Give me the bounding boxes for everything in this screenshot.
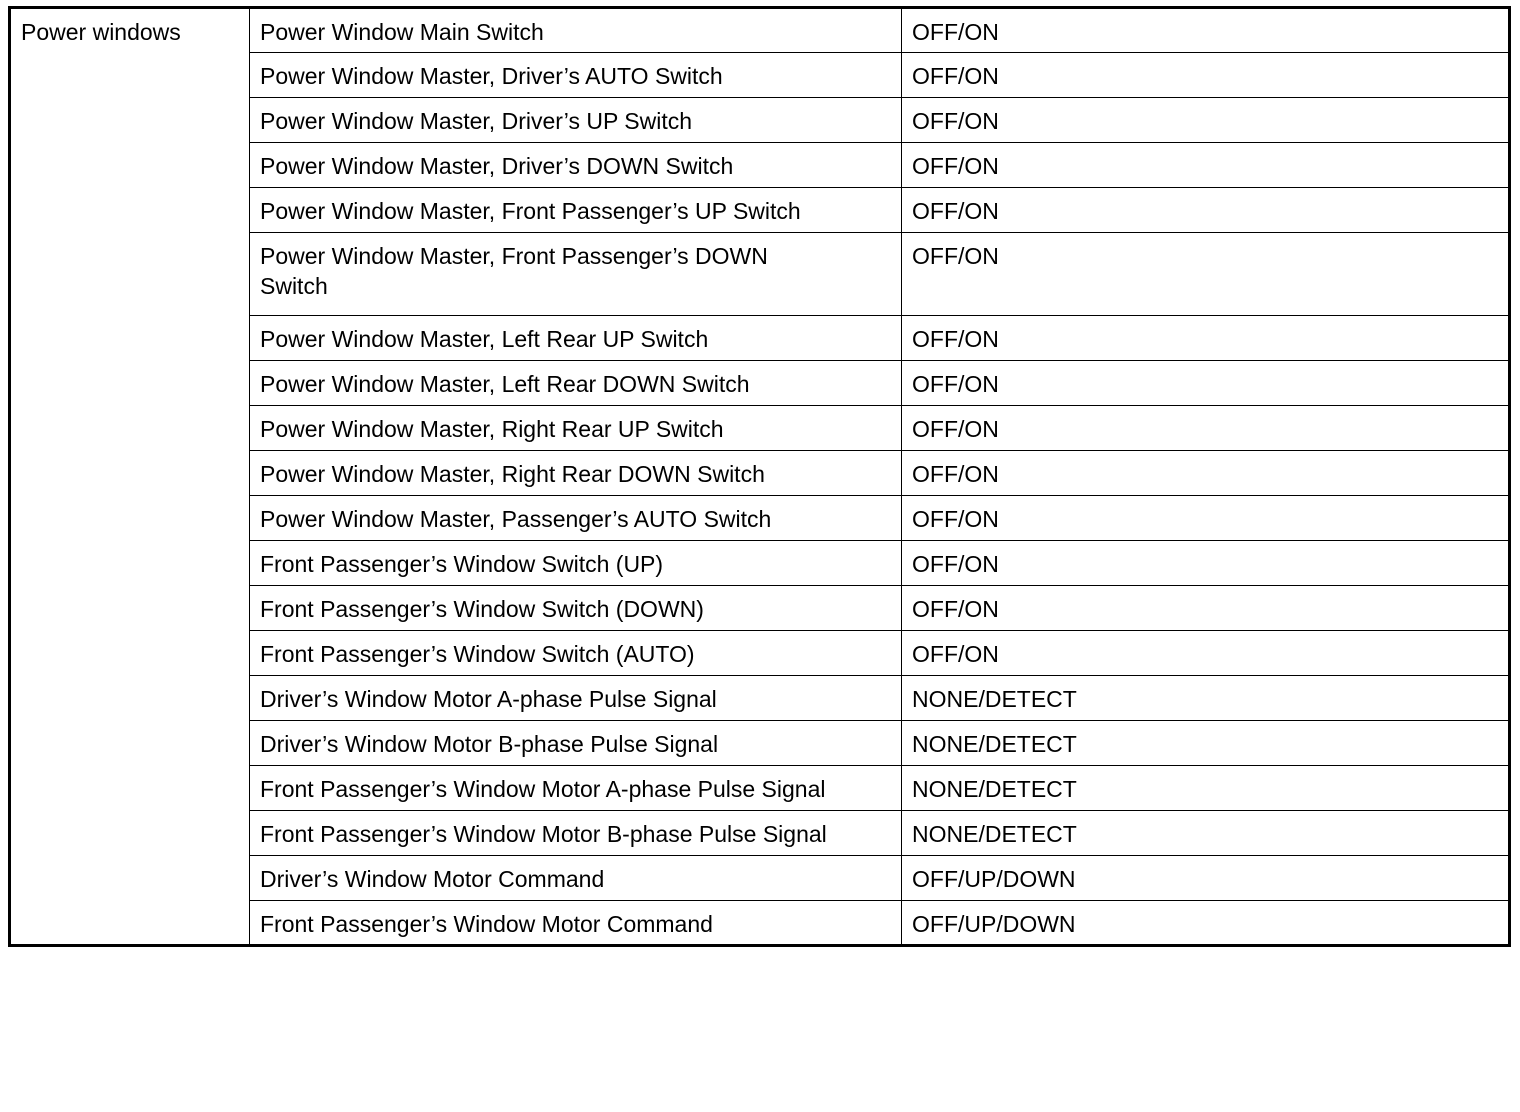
value-label: OFF/ON xyxy=(912,416,999,442)
value-label: OFF/ON xyxy=(912,461,999,487)
item-label: Front Passenger’s Window Motor A-phase Pulse Signal xyxy=(260,776,826,802)
item-cell xyxy=(250,496,902,541)
item-cell xyxy=(250,811,902,856)
item-cell xyxy=(250,766,902,811)
table-body xyxy=(10,8,1510,946)
value-cell xyxy=(902,766,1510,811)
value-cell xyxy=(902,631,1510,676)
value-cell xyxy=(902,496,1510,541)
value-cell xyxy=(902,811,1510,856)
item-label: Power Window Master, Passenger’s AUTO Switch xyxy=(260,506,772,532)
value-cell xyxy=(902,721,1510,766)
group-label-cell xyxy=(10,8,250,946)
value-label: OFF/ON xyxy=(912,326,999,352)
item-label: Front Passenger’s Window Motor B-phase Pulse Signal xyxy=(260,821,827,847)
item-label: Power Window Master, Driver’s AUTO Switch xyxy=(260,63,723,89)
value-label: OFF/ON xyxy=(912,371,999,397)
value-label: OFF/ON xyxy=(912,551,999,577)
item-label: Driver’s Window Motor A-phase Pulse Signal xyxy=(260,686,717,712)
item-label: Front Passenger’s Window Switch (AUTO) xyxy=(260,641,695,667)
value-label: NONE/DETECT xyxy=(912,776,1077,802)
item-cell xyxy=(250,631,902,676)
value-label: OFF/ON xyxy=(912,198,999,224)
value-cell xyxy=(902,316,1510,361)
item-label: Power Window Main Switch xyxy=(260,19,544,45)
value-label: OFF/UP/DOWN xyxy=(912,911,1076,937)
value-label: OFF/ON xyxy=(912,19,999,45)
value-label: NONE/DETECT xyxy=(912,821,1077,847)
power-windows-table xyxy=(8,6,1511,947)
item-cell xyxy=(250,541,902,586)
item-cell xyxy=(250,8,902,53)
item-cell xyxy=(250,361,902,406)
item-label: Power Window Master, Front Passenger’s DOWN Switch xyxy=(260,243,768,299)
item-cell xyxy=(250,233,902,316)
table-row xyxy=(10,8,1510,53)
value-cell xyxy=(902,8,1510,53)
value-label: OFF/ON xyxy=(912,596,999,622)
item-cell xyxy=(250,676,902,721)
item-label: Power Window Master, Right Rear UP Switch xyxy=(260,416,724,442)
item-label: Front Passenger’s Window Switch (DOWN) xyxy=(260,596,704,622)
item-label: Power Window Master, Driver’s UP Switch xyxy=(260,108,693,134)
item-label: Power Window Master, Left Rear UP Switch xyxy=(260,326,709,352)
item-label: Power Window Master, Driver’s DOWN Switch xyxy=(260,153,734,179)
item-label: Power Window Master, Left Rear DOWN Switch xyxy=(260,371,750,397)
item-cell xyxy=(250,721,902,766)
group-label: Power windows xyxy=(21,19,181,45)
value-label: NONE/DETECT xyxy=(912,731,1077,757)
value-label: OFF/ON xyxy=(912,153,999,179)
item-cell xyxy=(250,406,902,451)
item-cell xyxy=(250,53,902,98)
value-cell xyxy=(902,856,1510,901)
item-cell xyxy=(250,143,902,188)
item-cell xyxy=(250,901,902,946)
value-cell xyxy=(902,143,1510,188)
value-label: OFF/UP/DOWN xyxy=(912,866,1076,892)
value-label: OFF/ON xyxy=(912,63,999,89)
item-cell xyxy=(250,188,902,233)
value-cell xyxy=(902,53,1510,98)
value-label: OFF/ON xyxy=(912,641,999,667)
value-cell xyxy=(902,188,1510,233)
value-cell xyxy=(902,586,1510,631)
value-cell xyxy=(902,406,1510,451)
item-label: Power Window Master, Front Passenger’s UP Switch xyxy=(260,198,801,224)
value-cell xyxy=(902,451,1510,496)
item-label: Power Window Master, Right Rear DOWN Switch xyxy=(260,461,765,487)
item-cell xyxy=(250,586,902,631)
item-label: Driver’s Window Motor B-phase Pulse Signal xyxy=(260,731,719,757)
value-cell xyxy=(902,541,1510,586)
value-label: NONE/DETECT xyxy=(912,686,1077,712)
value-cell xyxy=(902,361,1510,406)
item-label: Driver’s Window Motor Command xyxy=(260,866,605,892)
value-label: OFF/ON xyxy=(912,506,999,532)
value-cell xyxy=(902,676,1510,721)
value-label: OFF/ON xyxy=(912,108,999,134)
item-label: Front Passenger’s Window Switch (UP) xyxy=(260,551,664,577)
item-label: Front Passenger’s Window Motor Command xyxy=(260,911,713,937)
item-cell xyxy=(250,316,902,361)
value-cell xyxy=(902,233,1510,316)
item-cell xyxy=(250,98,902,143)
value-cell xyxy=(902,901,1510,946)
value-label: OFF/ON xyxy=(912,243,999,269)
item-cell xyxy=(250,451,902,496)
value-cell xyxy=(902,98,1510,143)
item-cell xyxy=(250,856,902,901)
